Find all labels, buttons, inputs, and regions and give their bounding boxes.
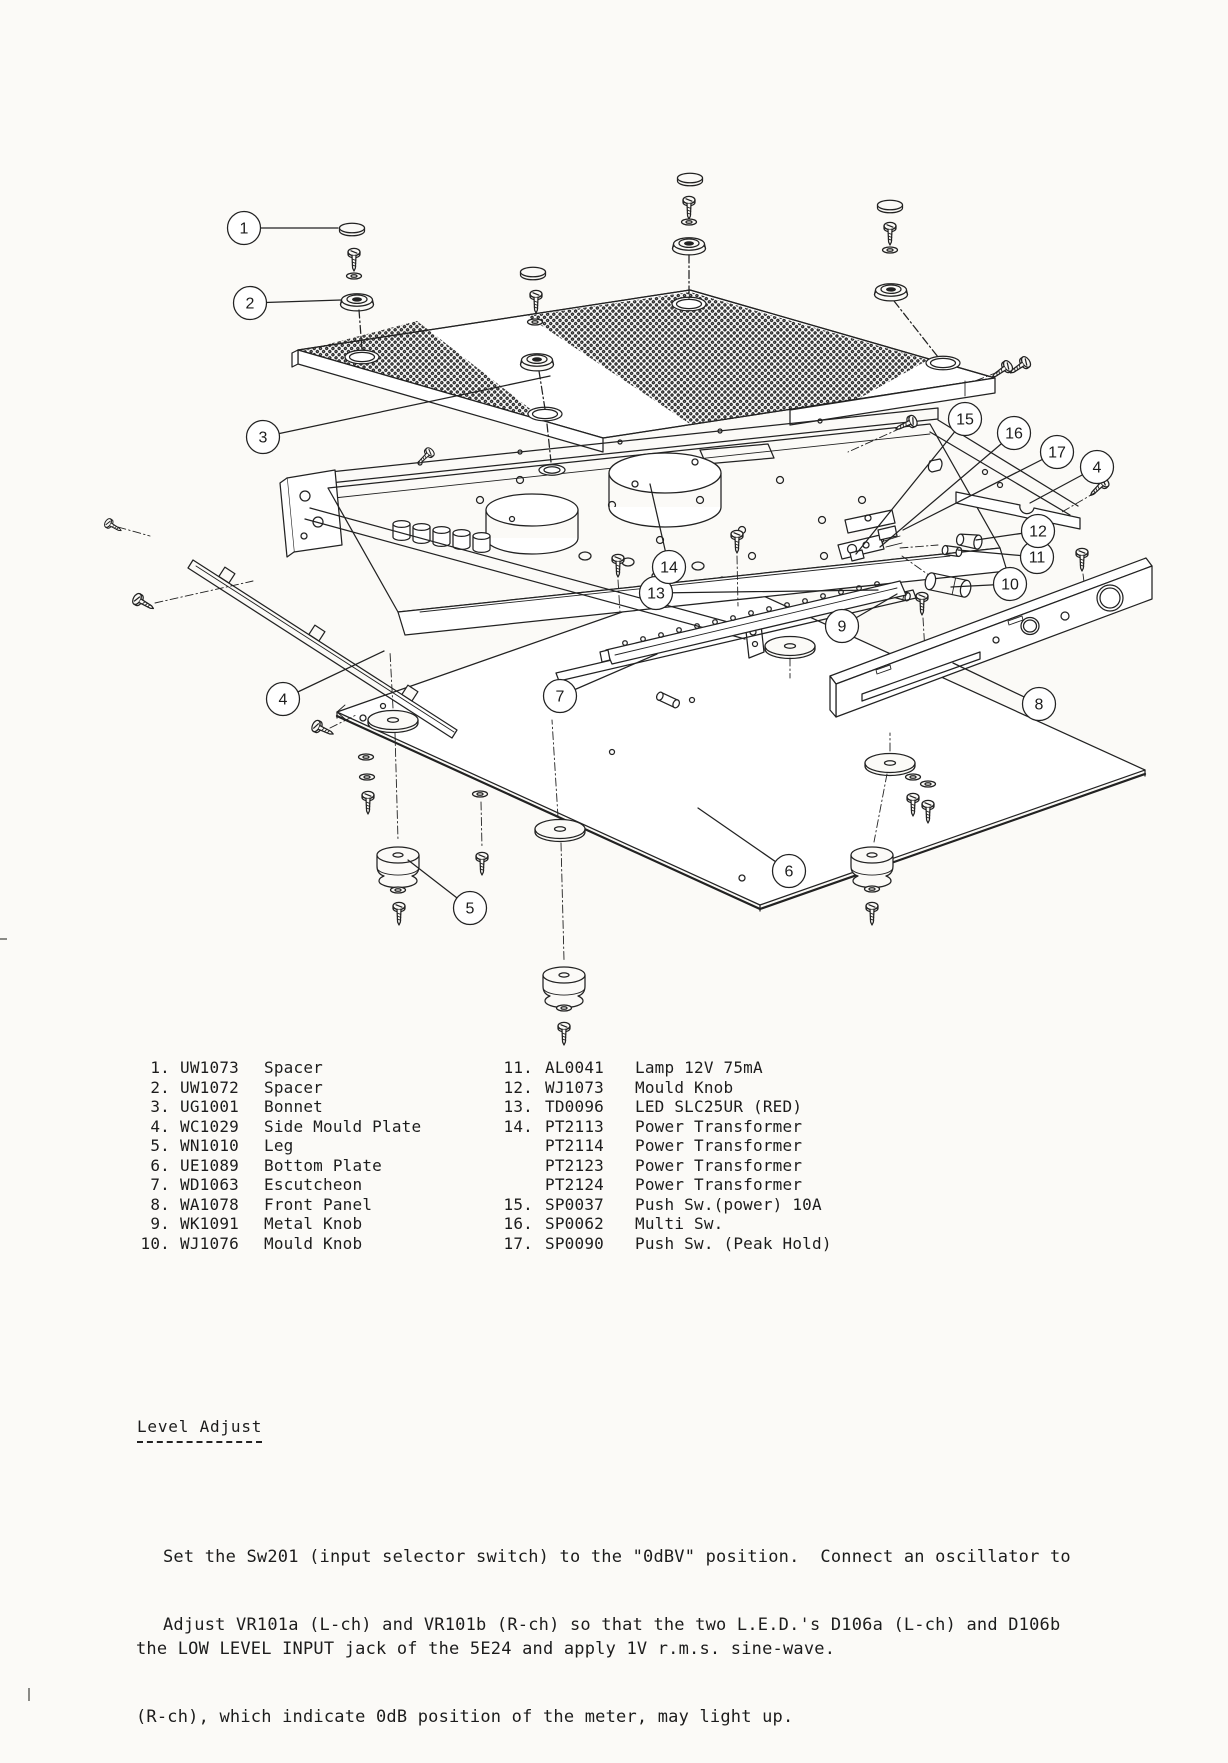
callout-number: 10 [1001,576,1019,594]
parts-code: WC1029 [180,1116,239,1136]
washer [528,319,543,325]
screw [310,719,336,739]
screw [683,196,695,219]
callout-number: 3 [258,429,268,447]
parts-no [497,1156,533,1176]
screw [103,517,123,534]
spacer-cap [678,173,703,186]
foot-boss [865,754,915,776]
parts-code: WJ1073 [545,1077,604,1097]
parts-name: Escutcheon [264,1175,363,1194]
parts-list-row [497,1175,832,1195]
callout-number: 14 [660,559,678,577]
paragraph-line: (R-ch), which indicate 0dB position of the meter, may light up. [136,1706,794,1727]
callout-5 [408,860,487,925]
parts-name: Power Transformer [635,1175,803,1194]
callout-1 [228,212,339,245]
parts-list-row [140,1058,421,1078]
parts-code: SP0062 [545,1214,604,1233]
callout-number: 13 [647,585,665,603]
grommet [341,294,374,311]
callout-12 [976,515,1055,548]
parts-no: 14. [503,1116,533,1136]
parts-list-row [140,1136,421,1156]
mounting-stack-left [340,223,374,350]
parts-list-row [497,1097,832,1117]
callout-number: 17 [1048,444,1066,462]
parts-list-left [140,1058,421,1253]
parts-no [497,1175,533,1195]
parts-list-row [497,1136,832,1156]
page-tick [28,1688,30,1701]
parts-no: 12. [503,1077,533,1097]
grommet [875,284,908,301]
screw [131,592,157,614]
parts-list-row [497,1156,832,1176]
callout-14 [650,484,686,584]
spacer-cap [521,267,546,280]
screw [884,222,896,245]
parts-no: 10. [140,1233,170,1253]
callout-number: 2 [245,295,255,313]
power-transformer [609,453,721,527]
capacitor-bank [393,521,490,553]
parts-code: PT2124 [545,1175,604,1194]
parts-name: Multi Sw. [635,1214,724,1233]
parts-no: 6. [150,1155,170,1175]
parts-no: 16. [503,1214,533,1233]
parts-list-row [497,1214,832,1234]
callout-number: 1 [239,220,249,238]
parts-no: 2. [150,1077,170,1097]
parts-code: UW1073 [180,1058,239,1077]
parts-code: WN1010 [180,1136,239,1155]
parts-no: 3. [150,1097,170,1116]
parts-code: SP0090 [545,1233,604,1253]
chassis-left-bracket [280,470,342,557]
parts-code: PT2123 [545,1155,604,1175]
screw [530,290,542,313]
parts-name: Metal Knob [264,1214,363,1233]
washer [883,247,898,253]
parts-no: 1. [150,1058,170,1077]
power-transformer [486,494,578,554]
parts-list-row [140,1175,421,1195]
parts-list-row [497,1058,832,1078]
parts-list-row [140,1234,421,1254]
callout-16 [880,417,1031,548]
parts-no: 11. [503,1058,533,1077]
parts-list-row [140,1195,421,1215]
callout-2 [234,287,342,320]
callout-number: 15 [956,411,974,429]
foot-boss [535,820,585,842]
parts-list-row [497,1195,832,1215]
parts-name: Power Transformer [635,1155,803,1175]
parts-list-row [140,1078,421,1098]
parts-code: PT2113 [545,1116,604,1136]
parts-list-row [140,1097,421,1117]
parts-list-right [497,1058,832,1253]
callout-number: 9 [837,618,847,636]
parts-list-row [140,1214,421,1234]
leg [377,847,419,888]
parts-name: Front Panel [264,1194,373,1214]
parts-list-row [140,1117,421,1137]
parts-no: 9. [150,1214,170,1233]
parts-name: Mould Knob [635,1077,734,1097]
leg [851,847,893,888]
parts-list-row [497,1117,832,1137]
callout-number: 11 [1028,549,1046,567]
margin-tick [0,938,7,940]
parts-list-row [140,1156,421,1176]
parts-code: WA1078 [180,1194,239,1214]
parts-name: Push Sw.(power) 10A [635,1194,822,1214]
parts-code: PT2114 [545,1136,604,1155]
parts-no: 8. [150,1194,170,1214]
callout-number: 6 [784,863,794,881]
parts-name: Push Sw. (Peak Hold) [635,1233,832,1253]
mounting-stack-top [673,173,706,298]
parts-name: Spacer [264,1058,323,1077]
washer [682,219,697,225]
parts-code: AL0041 [545,1058,604,1077]
parts-no: 17. [503,1233,533,1253]
lamp-11 [942,545,963,557]
parts-list-row [497,1078,832,1098]
parts-code: UE1089 [180,1155,239,1175]
callout-number: 4 [1092,459,1102,477]
parts-code: WJ1076 [180,1233,239,1253]
parts-code: UW1072 [180,1077,239,1097]
foot-boss [368,711,418,733]
spacer-cap [878,200,903,213]
parts-name: LED SLC25UR (RED) [635,1097,803,1116]
parts-name: Bottom Plate [264,1155,382,1175]
mounting-stack-right [875,200,939,357]
callout-number: 16 [1005,425,1023,443]
parts-name: Mould Knob [264,1233,363,1253]
callout-number: 8 [1034,696,1044,714]
parts-no: 5. [150,1136,170,1155]
paragraph-2 [136,1549,1116,1763]
washer [347,273,362,279]
parts-no: 15. [503,1194,533,1214]
parts-no [497,1136,533,1156]
parts-code: SP0037 [545,1194,604,1214]
paragraph-line: Adjust VR101a (L-ch) and VR101b (R-ch) so that the two L.E.D.'s D106a (L-ch) and D106b [163,1615,1061,1636]
parts-name: Leg [264,1136,294,1155]
parts-list-row [497,1234,832,1254]
callout-number: 5 [465,900,475,918]
parts-no: 7. [150,1175,170,1194]
chassis [280,408,1078,658]
parts-name: Spacer [264,1077,323,1097]
parts-name: Side Mould Plate [264,1116,422,1136]
paragraph-line: Set the Sw201 (input selector switch) to the "0dBV" position. Connect an oscillator to [163,1547,1071,1568]
parts-name: Lamp 12V 75mA [635,1058,763,1077]
leg [543,967,585,1008]
foot-boss [765,637,815,659]
callout-number: 7 [555,688,565,706]
parts-code: TD0096 [545,1097,604,1116]
callout-number: 12 [1029,523,1047,541]
screw [348,248,360,271]
parts-name: Bonnet [264,1097,323,1116]
grommet [673,238,706,255]
parts-no: 4. [150,1116,170,1136]
callout-number: 4 [278,691,288,709]
parts-code: WD1063 [180,1175,239,1194]
parts-code: WK1091 [180,1214,239,1233]
section-heading: Level Adjust [137,1417,262,1443]
paragraph-line: the LOW LEVEL INPUT jack of the 5E24 and apply 1V r.m.s. sine-wave. [136,1638,836,1659]
parts-name: Power Transformer [635,1116,803,1136]
parts-no: 13. [503,1097,533,1116]
grommet [521,354,554,371]
parts-code: UG1001 [180,1097,239,1116]
spacer-cap [340,223,365,236]
parts-name: Power Transformer [635,1136,803,1155]
